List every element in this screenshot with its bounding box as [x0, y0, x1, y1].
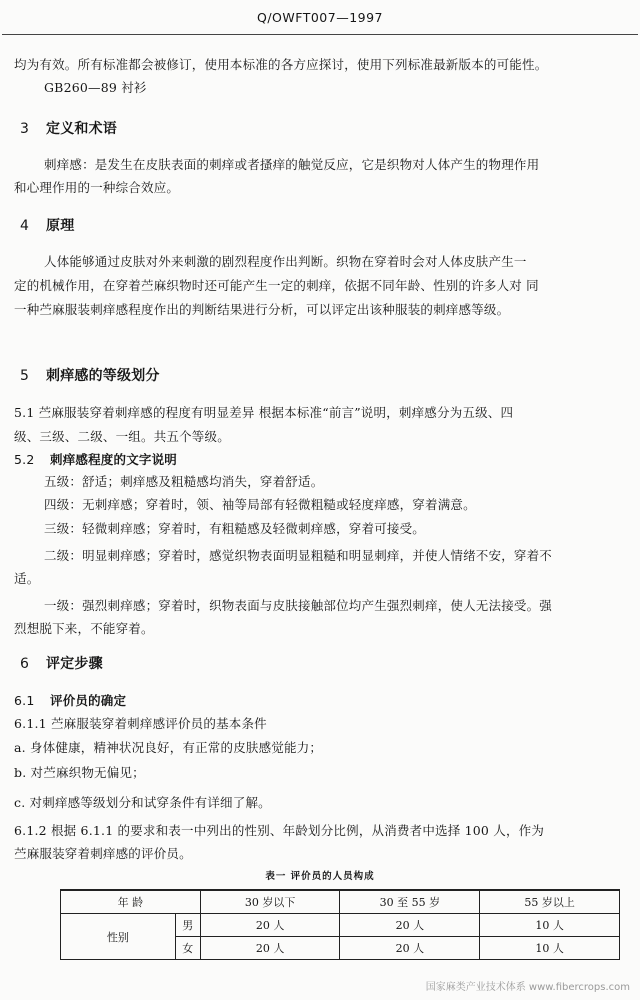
section-6-heading [20, 656, 103, 672]
section-title: 评定步骤 [46, 656, 103, 672]
body-line: 定的机械作用，在穿着苎麻织物时还可能产生一定的刺痒，依据不同年龄、性别的许多人对 同 [14, 278, 539, 293]
subsection-title: 刺痒感程度的文字说明 [50, 452, 178, 467]
section-number: 5 [20, 368, 30, 384]
table-cell: 20 人 [340, 914, 480, 937]
grade-5-description: 五级：舒适；刺痒感及粗糙感均消失，穿着舒适。 [44, 474, 324, 489]
header-rule [2, 34, 638, 35]
subsection-number: 5.2 [14, 452, 35, 467]
table-cell: 10 人 [480, 914, 620, 937]
age-header-cell: 年 龄 [61, 890, 201, 914]
reference-standard: GB260—89 衬衫 [44, 80, 147, 95]
table-cell: 20 人 [340, 937, 480, 960]
condition-a: a. 身体健康，精神状况良好，有正常的皮肤感觉能力； [14, 740, 323, 755]
watermark: 国家麻类产业技术体系 www.fibercrops.com [425, 982, 630, 993]
section-title: 原理 [46, 218, 75, 234]
table-header-row [61, 890, 620, 914]
standard-code-header: Q/OWFT007—1997 [256, 10, 384, 25]
subsection-title: 评价员的确定 [50, 693, 127, 708]
section-number: 6 [20, 656, 30, 672]
body-line: 人体能够通过皮肤对外来刺激的剧烈程度作出判断。织物在穿着时会对人体皮肤产生一 [44, 254, 527, 269]
subsection-6-1-heading [14, 693, 126, 709]
section-title: 定义和术语 [46, 121, 117, 137]
grade-2-description-cont: 适。 [14, 571, 40, 586]
age-column-header: 30 至 55 岁 [340, 890, 480, 914]
body-line: 均为有效。所有标准都会被修订，使用本标准的各方应探讨，使用下列标准最新版本的可能性。 [14, 57, 548, 72]
section-number: 3 [20, 121, 30, 137]
body-line: 一种苎麻服装刺痒感程度作出的判断结果进行分析，可以评定出该种服装的刺痒感等级。 [14, 302, 510, 317]
section-5-heading [20, 368, 160, 384]
age-column-header: 55 岁以上 [480, 890, 620, 914]
section-number: 4 [20, 218, 30, 234]
grade-1-description-cont: 烈想脱下来，不能穿着。 [14, 621, 154, 636]
body-line: 级、三级、二级、一组。共五个等级。 [14, 429, 230, 444]
table-cell: 20 人 [200, 914, 340, 937]
grade-3-description: 三级：轻微刺痒感；穿着时，有粗糙感及轻微刺痒感，穿着可接受。 [44, 521, 426, 536]
age-column-header: 30 岁以下 [200, 890, 340, 914]
body-line: 苎麻服装穿着刺痒感的评价员。 [14, 846, 192, 861]
grade-2-description: 二级：明显刺痒感；穿着时，感觉织物表面明显粗糙和明显刺痒，并使人情绪不安，穿着不 [44, 548, 553, 563]
gender-label-cell: 性别 [61, 914, 176, 960]
condition-b: b. 对苎麻织物无偏见； [14, 765, 145, 780]
sex-cell: 男 [175, 914, 200, 937]
subsection-6-1-2: 6.1.2 根据 6.1.1 的要求和表一中列出的性别、年龄划分比例，从消费者中选择 100 人，作为 [14, 823, 545, 838]
section-3-heading [20, 121, 117, 137]
grade-1-description: 一级：强烈刺痒感；穿着时，织物表面与皮肤接触部位均产生强烈刺痒，使人无法接受。强 [44, 598, 553, 613]
table-caption: 表一 评价员的人员构成 [265, 871, 375, 882]
subsection-number: 6.1 [14, 693, 35, 708]
table-row [61, 914, 620, 937]
table-cell: 20 人 [200, 937, 340, 960]
subsection-6-1-1: 6.1.1 苎麻服装穿着刺痒感评价员的基本条件 [14, 716, 267, 731]
body-line: 和心理作用的一种综合效应。 [14, 180, 180, 195]
grade-4-description: 四级：无刺痒感；穿着时，领、袖等局部有轻微粗糙或轻度痒感，穿着满意。 [44, 497, 476, 512]
sex-cell: 女 [175, 937, 200, 960]
body-line: 刺痒感：是发生在皮肤表面的刺痒或者搔痒的触觉反应，它是织物对人体产生的物理作用 [44, 157, 540, 172]
section-title: 刺痒感的等级划分 [46, 368, 160, 384]
section-4-heading [20, 218, 74, 234]
table-cell: 10 人 [480, 937, 620, 960]
body-line: 5.1 苎麻服装穿着刺痒感的程度有明显差异 根据本标准“前言”说明，刺痒感分为五级、四 [14, 405, 514, 420]
subsection-5-2-heading [14, 452, 177, 468]
evaluator-composition-table [60, 889, 620, 960]
condition-c: c. 对刺痒感等级划分和试穿条件有详细了解。 [14, 795, 271, 810]
